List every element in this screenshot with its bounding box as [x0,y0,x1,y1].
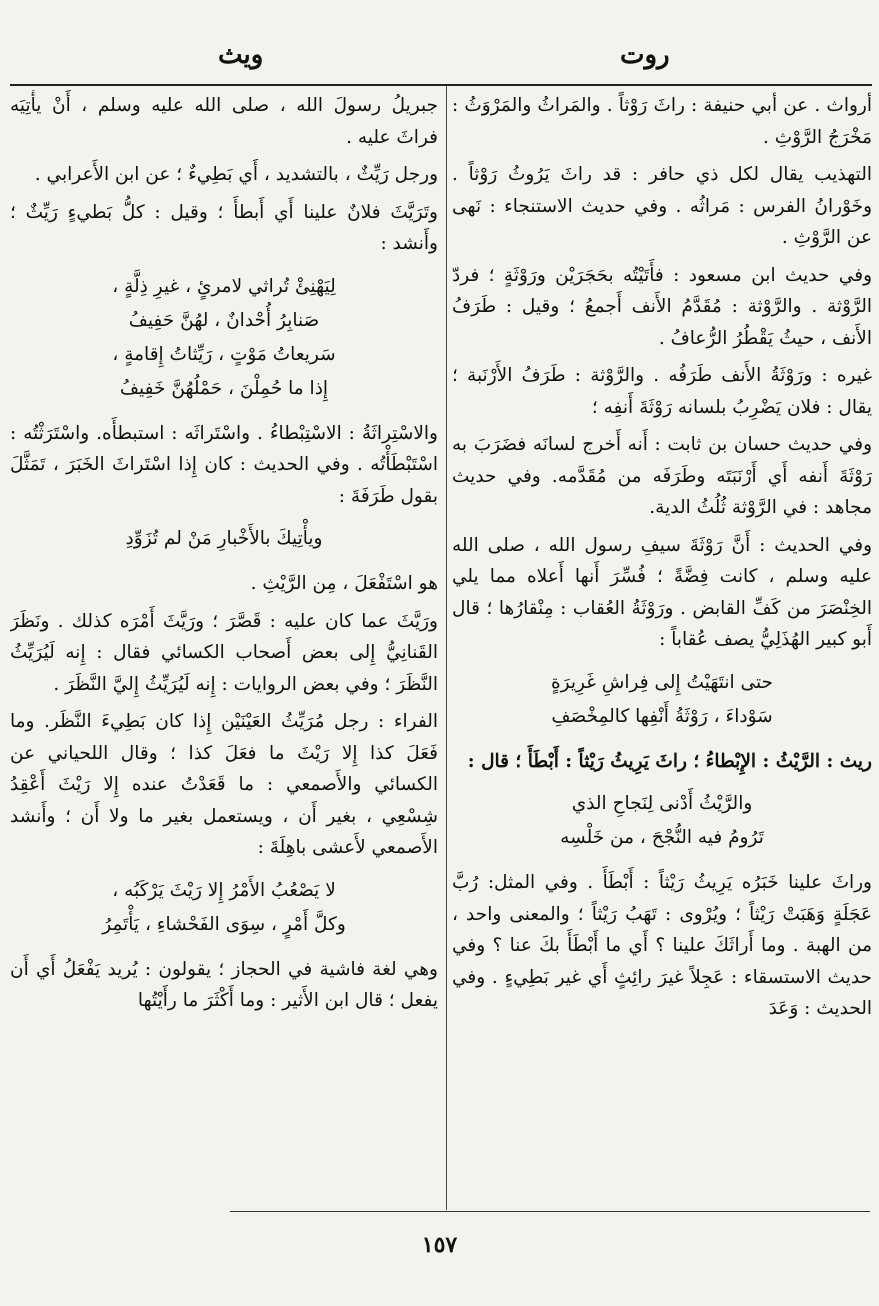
verse-block [452,787,872,855]
paragraph: هو اسْتَفْعَلَ ، مِن الرَّيْثِ . [250,573,438,594]
verse-line: تَرُومُ فيه النُّجْحَ ، من خَلْسِه [560,827,764,848]
verse-line: ويأْتِيكَ بالأَخْبارِ مَنْ لم تُزَوِّدِ [125,528,323,549]
paragraph: وراثَ علينا خَبَرُه يَرِيثُ رَيْثاً : أَبْطَأَ . وفي المثل: رُبَّ عَجَلَةٍ وَهَبَتْ رَيْثاً ؛ ويُرْوى : تَهَبُ رَيْثاً ؛ والمعنى واحد ، من الهبة . وما أَراثَكَ علينا ؟ أَي ما أَبْطَأَ بكَ عنا ؟ وفي حديث الاستسقاء : عَجِلاً غيرَ رائِثٍ أَي غير بَطِيءٍ . وفي الحديث : وَعَدَ [452,872,872,1019]
verse-line: إِذا ما حُمِلْنَ ، حَمْلُهُنَّ خَفِيفُ [119,377,329,399]
paragraph: أرواث . عن أبي حنيفة : راثَ رَوْثاً . والمَراثُ والمَرْوَثُ : مَخْرَجُ الرَّوْثِ . [452,95,872,148]
paragraph: الفراء : رجل مُرَيِّثُ العَيْنَيْن إِذا كان بَطِيءَ النَّظَر. وما فَعَلَ كذا إِلا رَيْثَ ما فعَلَ كذا ؛ وقال اللحياني عن الكسائي والأَصمعي : ما قَعَدْتُ عنده إِلا رَيْثَ أَعْقِدُ شِسْعِي ، بغير أَن ، ويستعمل بغير ما ولا أَن ؛ وأَنشد الأَصمعي لأَعشى باهِلَةَ : [10,711,438,858]
left-column [10,90,438,1208]
paragraph: وهي لغة فاشية في الحجاز ؛ يقولون : يُريد يَفْعَلُ أَي أَن يفعل ؛ قال ابن الأَثير : وما أَكْثَرَ ما رأَيْتُها [10,958,438,1011]
verse-line: صَنابِرُ أُحْدانٌ ، لهُنَّ حَفِيفُ [128,309,320,331]
verse-block [10,874,438,942]
footer-rule [230,1211,870,1212]
paragraph: غيره : ورَوْثَةُ الأَنف طَرَفُه . والرَّوْثة : طَرَفُ الأَرْنَبة ؛ يقال : فلان يَضْرِبُ بلسانه رَوْثَةَ أَنفِه ؛ [452,365,872,418]
verse-line: لا يَصْعُبُ الأَمْرُ إِلا رَيْثَ يَرْكَبُه ، [112,879,336,901]
paragraph: ورَيَّثَ عما كان عليه : قَصَّرَ ؛ ورَيَّثَ أَمْرَه كذلك . ونَظَرَ القَنانِيُّ إِلى بعض أَصحاب الكسائي فقال : إِنه لَيُرَيِّثُ النَّظَرَ ؛ وفي بعض الروايات : إِنه لَيُرَيِّثُ إِليَّ النَّظَرَ . [10,610,438,695]
page-header [0,30,879,80]
paragraph: ورجل رَيِّثٌ ، بالتشديد ، أَي بَطِيءٌ ؛ عن ابن الأَعرابي . [34,164,438,185]
verse-line: سَوْداءَ ، رَوْثَةُ أَنْفِها كالمِخْصَفِ [551,705,773,727]
verse-line: والرَّيْثُ أَدْنى لِنَجاحِ الذي [571,793,753,814]
verse-block [10,522,438,556]
verse-line: حتى انتَهَيْتُ إِلى فِراشِ غَرِيرَةٍ [550,671,773,693]
paragraph: وفي حديث ابن مسعود : فأَتَيْتُه بحَجَرَيْن ورَوْثَةٍ ؛ فردّ الرَّوْثة . والرَّوْثة : مُقَدَّمُ الأَنف أَجمعُ ؛ وقيل : طَرَفُ الأَنف ، حيثُ يَقْطُرُ الرُّعافُ . [452,264,872,349]
verse-line: لِيَهْنِئْ تُراثي لامرئٍ ، غيرِ ذِلَّةٍ ، [112,275,336,297]
verse-block [10,270,438,406]
verse-line: وكلَّ أَمْرٍ ، سِوَى الفَحْشاءِ ، يَأْتَمِرُ [102,913,346,935]
left-running-headword: ويث [218,40,264,70]
paragraph: وفي الحديث : أَنَّ رَوْثَةَ سيفِ رسول الله ، صلى الله عليه وسلم ، كانت فِضَّةً ؛ فُسِّرَ أَنها أَعلاه مما يلي الخِنْصَرَ من كَفِّ القابض . ورَوْثَةُ العُقاب : مِنْقارُها ؛ قال أَبو كبير الهُذَلِيُّ يصف عُقاباً : [452,534,872,650]
paragraph: وفي حديث حسان بن ثابت : أَنه أَخرج لسانَه فضَرَبَ به رَوْثَةَ أَنفه أَي أَرْنَبَتَه وطَرَفَه من مُقَدَّمه. وفي حديث مجاهد : في الرَّوْثة ثُلُثُ الدية. [452,434,872,518]
header-rule [10,84,872,86]
page-number: ١٥٧ [421,1232,458,1258]
right-running-headword: روت [620,40,670,70]
paragraph: التهذيب يقال لكل ذي حافر : قد راثَ يَرُوثُ رَوْثاً . وخَوْرانُ الفرس : مَراثُه . وفي حديث الاستنجاء : نَهى عن الرَّوْثِ . [452,164,872,248]
column-divider [446,86,447,1210]
paragraph: والاسْتِراثَةُ : الاسْتِبْطاءُ . واسْتَراثَه : استبطأَه. واسْتَرَثْتُه : اسْتَبْطَأْتُه . وفي الحديث : كان إِذا اسْتَراثَ الخَبَرَ ، تَمَثَّلَ بقول طَرَفَةَ : [10,422,438,507]
paragraph: وتَرَيَّثَ فلانٌ علينا أَي أَبطأَ ؛ وقيل : كلُّ بَطيءٍ رَيِّثٌ ؛ وأَنشد : [10,201,438,254]
right-column [452,90,872,1208]
entry-heading-paragraph: ريث : الرَّيْثُ : الإِبْطاءُ ؛ راثَ يَرِيثُ رَيْثاً : أَبْطَأَ ؛ قال : [467,750,872,772]
verse-line: سَريعاتُ مَوْتٍ ، رَيِّثاتُ إِقامةٍ ، [112,343,336,365]
paragraph: جبريلُ رسولَ الله ، صلى الله عليه وسلم ، أَنْ يأْتِيَه فراثَ عليه . [10,95,438,148]
verse-block [452,666,872,734]
